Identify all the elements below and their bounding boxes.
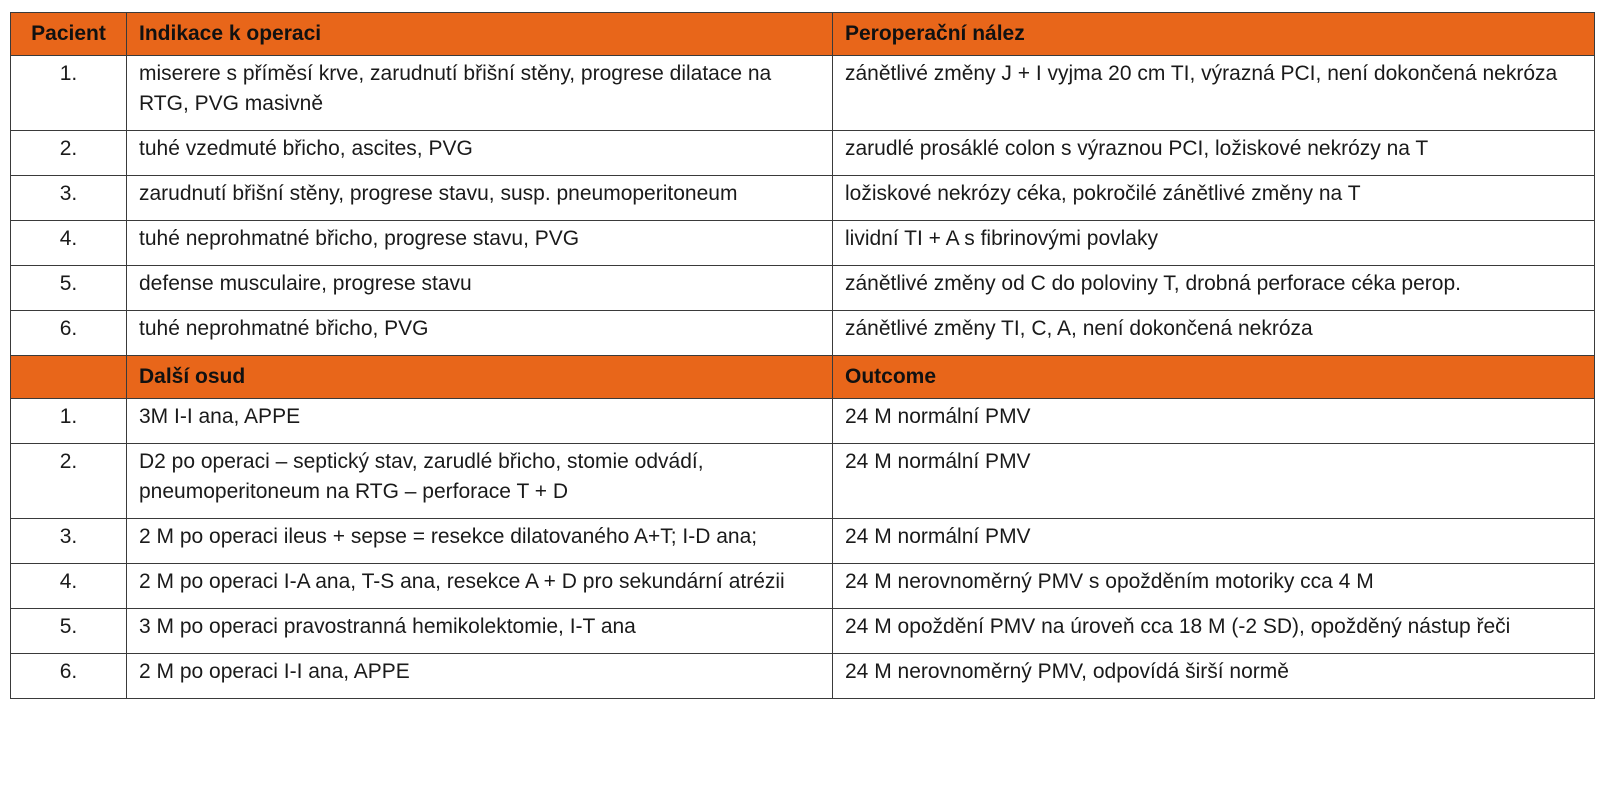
course-cell: 2 M po operaci I-I ana, APPE [127, 654, 833, 699]
indication-cell: tuhé neprohmatné břicho, PVG [127, 311, 833, 356]
table-row [11, 221, 1595, 266]
patient-number: 6. [11, 311, 127, 356]
indication-cell: tuhé neprohmatné břicho, progrese stavu, PVG [127, 221, 833, 266]
table-row [11, 564, 1595, 609]
patient-number: 3. [11, 519, 127, 564]
header-empty [11, 356, 127, 399]
course-cell: 2 M po operaci I-A ana, T-S ana, resekce A + D pro sekundární atrézii [127, 564, 833, 609]
course-cell: D2 po operaci – septický stav, zarudlé břicho, stomie odvádí, pneumoperitoneum na RTG – perforace T + D [127, 444, 833, 519]
patient-table [10, 12, 1595, 699]
table-row [11, 654, 1595, 699]
indication-cell: zarudnutí břišní stěny, progrese stavu, susp. pneumoperitoneum [127, 176, 833, 221]
table-row [11, 176, 1595, 221]
outcome-cell: 24 M normální PMV [833, 399, 1595, 444]
indication-cell: defense musculaire, progrese stavu [127, 266, 833, 311]
table-row [11, 519, 1595, 564]
header-row-2 [11, 356, 1595, 399]
table-row [11, 266, 1595, 311]
outcome-cell: 24 M nerovnoměrný PMV, odpovídá širší normě [833, 654, 1595, 699]
table-row [11, 444, 1595, 519]
course-cell: 3M I-I ana, APPE [127, 399, 833, 444]
finding-cell: zarudlé prosáklé colon s výraznou PCI, ložiskové nekrózy na T [833, 131, 1595, 176]
header-indikace: Indikace k operaci [127, 13, 833, 56]
finding-cell: lividní TI + A s fibrinovými povlaky [833, 221, 1595, 266]
patient-number: 3. [11, 176, 127, 221]
table-row [11, 56, 1595, 131]
table-container [10, 12, 1594, 699]
patient-number: 5. [11, 266, 127, 311]
finding-cell: zánětlivé změny od C do poloviny T, drobná perforace céka perop. [833, 266, 1595, 311]
table-row [11, 609, 1595, 654]
finding-cell: ložiskové nekrózy céka, pokročilé zánětlivé změny na T [833, 176, 1595, 221]
header-outcome: Outcome [833, 356, 1595, 399]
patient-number: 4. [11, 221, 127, 266]
patient-number: 1. [11, 399, 127, 444]
patient-number: 1. [11, 56, 127, 131]
outcome-cell: 24 M normální PMV [833, 519, 1595, 564]
header-peroperacni-nalez: Peroperační nález [833, 13, 1595, 56]
patient-number: 2. [11, 131, 127, 176]
outcome-cell: 24 M nerovnoměrný PMV s opožděním motoriky cca 4 M [833, 564, 1595, 609]
patient-number: 5. [11, 609, 127, 654]
indication-cell: miserere s příměsí krve, zarudnutí břišní stěny, progrese dilatace na RTG, PVG masivně [127, 56, 833, 131]
patient-number: 2. [11, 444, 127, 519]
course-cell: 2 M po operaci ileus + sepse = resekce dilatovaného A+T; I-D ana; [127, 519, 833, 564]
outcome-cell: 24 M opoždění PMV na úroveň cca 18 M (-2 SD), opožděný nástup řeči [833, 609, 1595, 654]
outcome-cell: 24 M normální PMV [833, 444, 1595, 519]
course-cell: 3 M po operaci pravostranná hemikolektomie, I-T ana [127, 609, 833, 654]
finding-cell: zánětlivé změny J + I vyjma 20 cm TI, výrazná PCI, není dokončená nekróza [833, 56, 1595, 131]
table-row [11, 131, 1595, 176]
header-pacient: Pacient [11, 13, 127, 56]
finding-cell: zánětlivé změny TI, C, A, není dokončená nekróza [833, 311, 1595, 356]
header-row-1 [11, 13, 1595, 56]
table-row [11, 311, 1595, 356]
patient-number: 6. [11, 654, 127, 699]
patient-number: 4. [11, 564, 127, 609]
indication-cell: tuhé vzedmuté břicho, ascites, PVG [127, 131, 833, 176]
header-dalsi-osud: Další osud [127, 356, 833, 399]
table-row [11, 399, 1595, 444]
